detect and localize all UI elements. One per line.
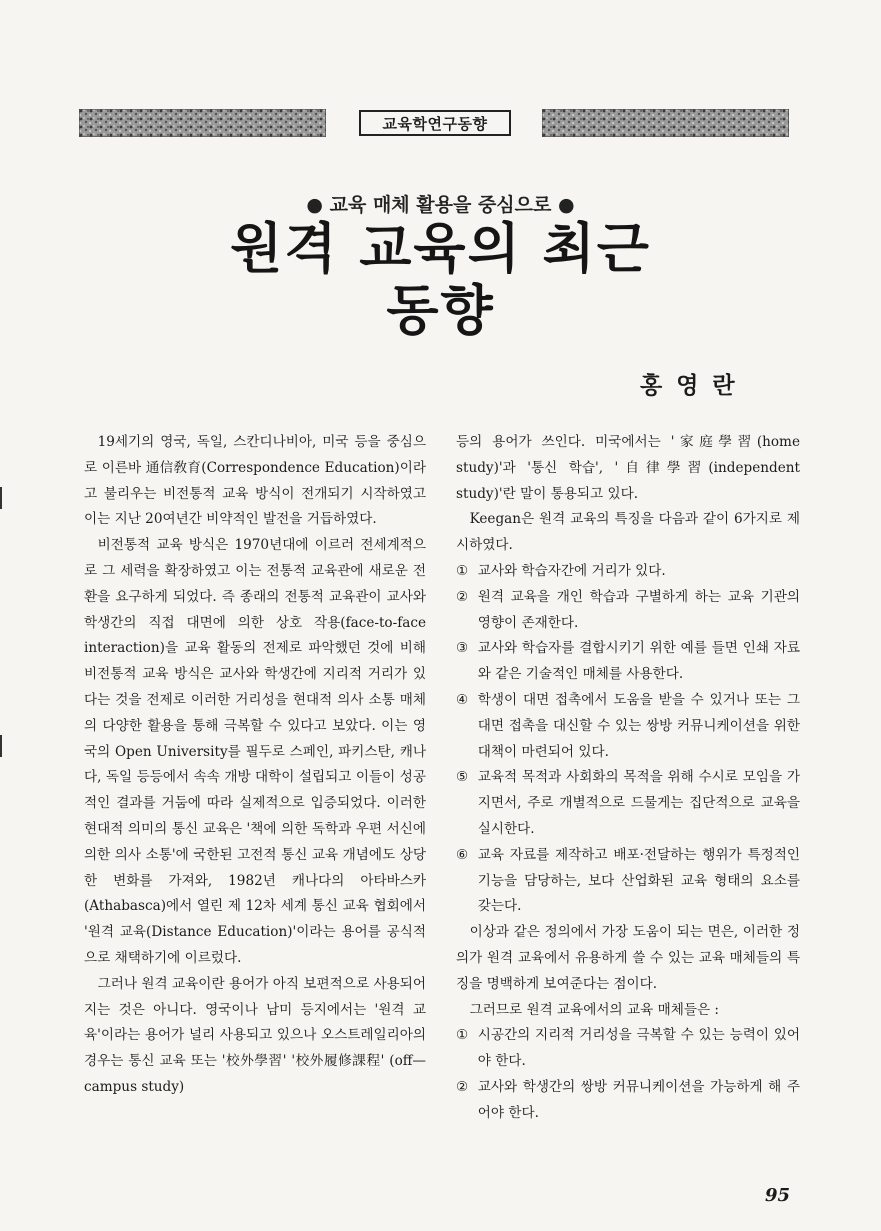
list-number: ① (456, 1027, 469, 1044)
list-item (456, 585, 800, 637)
author-name: 홍영란 (640, 373, 749, 399)
paragraph: Keegan은 원격 교육의 특징을 다음과 같이 6가지로 제시하였다. (456, 511, 800, 554)
list-number: ③ (456, 640, 469, 657)
list-text: 교육 자료를 제작하고 배포·전달하는 행위가 특정적인 기능을 담당하는, 보다 산업화된 교육 형태의 요소를 갖는다. (477, 846, 800, 915)
left-column (84, 430, 426, 1101)
list-text: 원격 교육을 개인 학습과 구별하게 하는 교육 기관의 영향이 존재한다. (477, 588, 800, 631)
texture-pattern-right (542, 109, 789, 137)
media-requirement-list (456, 1023, 800, 1126)
list-text: 교사와 학습자를 결합시키기 위한 예를 들면 인쇄 자료와 같은 기술적인 매체를 사용한다. (477, 640, 800, 683)
paragraph: 19세기의 영국, 독일, 스칸디나비아, 미국 등을 중심으로 이른바 通信敎育(Correspondence Education)이라고 불리우는 비전통적 교육 방식이 전개되기 시작하였고 이는 지난 20여년간 비약적인 발전을 거듭하였다. (84, 434, 426, 528)
paragraph: 이상과 같은 정의에서 가장 도움이 되는 면은, 이러한 정의가 원격 교육에서 유용하게 쓸 수 있는 교육 매체들의 특징을 명백하게 보여준다는 점이다. (456, 924, 800, 992)
subtitle: ● 교육 매체 활용을 중심으로 ● (306, 194, 575, 216)
list-text: 학생이 대면 접촉에서 도움을 받을 수 있거나 또는 그 대면 접촉을 대신할 수 있는 쌍방 커뮤니케이션을 위한 대책이 마련되어 있다. (477, 691, 800, 760)
list-item (456, 559, 800, 585)
paragraph: 그러나 원격 교육이란 용어가 아직 보편적으로 사용되어지는 것은 아니다. 영국이나 남미 등지에서는 '원격 교육'이라는 용어가 널리 사용되고 있으나 오스트레일리아의 경우는 통신 교육 또는 '校外學習' '校外履修課程' (off—campus study) (84, 975, 426, 1095)
right-column (456, 430, 800, 1127)
decorative-band-right (542, 109, 789, 137)
list-text: 교육적 목적과 사회화의 목적을 위해 수시로 모임을 가지면서, 주로 개별적으로 드물게는 집단적으로 교육을 실시한다. (477, 769, 800, 837)
margin-mark (0, 487, 2, 509)
page-number: 95 (765, 1185, 791, 1206)
list-number: ② (456, 588, 469, 605)
list-item (456, 636, 800, 688)
title-line-1: 원격 교육의 최근 (230, 217, 651, 280)
decorative-band-left (79, 109, 326, 137)
list-number: ① (456, 562, 469, 579)
list-item (456, 765, 800, 842)
list-text: 교사와 학습자간에 거리가 있다. (477, 562, 666, 579)
list-number: ⑤ (456, 769, 469, 786)
title-line-2: 동향 (386, 279, 495, 342)
list-item (456, 1075, 800, 1127)
paragraph: 그러므로 원격 교육에서의 교육 매체들은 : (469, 1001, 720, 1018)
texture-pattern-left (79, 109, 326, 137)
section-label: 교육학연구동향 (359, 110, 511, 136)
list-number: ⑥ (456, 846, 469, 863)
list-number: ④ (456, 691, 469, 708)
paragraph: 비전통적 교육 방식은 1970년대에 이르러 전세계적으로 그 세력을 확장하였고 이는 전통적 교육관에 새로운 전환을 요구하게 되었다. 즉 종래의 전통적 교육관이 교사와 학생간의 직접 대면에 의한 상호 작용(face-to-face interaction)을 교육 활동의 전제로 파악했던 것에 비해 비전통적 교육 방식은 교사와 학생간에 지리적 거리가 있다는 것을 전제로 이러한 거리성을 현대적 의사 소통 매체의 다양한 활용을 통해 극복할 수 있다고 보았다. 이는 영국의 Open University를 필두로 스페인, 파키스탄, 캐나다, 독일 등등에서 속속 개방 대학이 설립되고 이들이 성공적인 결과를 거둠에 따라 실제적으로 입증되었다. 이러한 현대적 의미의 통신 교육은 '책에 의한 독학과 우편 서신에 의한 의사 소통'에 국한된 고전적 통신 교육 개념에도 상당한 변화를 가져와, 1982년 캐나다의 아타바스카(Athabasca)에서 열린 제 12차 세계 통신 교육 협회에서 '원격 교육(Distance Education)'이라는 용어를 공식적으로 채택하기에 이르렀다. (84, 537, 426, 966)
list-number: ② (456, 1078, 469, 1095)
list-item (456, 843, 800, 920)
feature-list (456, 559, 800, 920)
margin-mark (0, 735, 2, 757)
list-item (456, 1023, 800, 1075)
list-text: 교사와 학생간의 쌍방 커뮤니케이션을 가능하게 해 주어야 한다. (477, 1078, 800, 1121)
list-text: 시공간의 지리적 거리성을 극복할 수 있는 능력이 있어야 한다. (477, 1027, 800, 1070)
list-item (456, 688, 800, 765)
article-title (0, 218, 881, 342)
paragraph: 등의 용어가 쓰인다. 미국에서는 '家庭學習(home study)'과 '통신 학습', '自律學習(independent study)'란 말이 통용되고 있다. (456, 434, 800, 502)
